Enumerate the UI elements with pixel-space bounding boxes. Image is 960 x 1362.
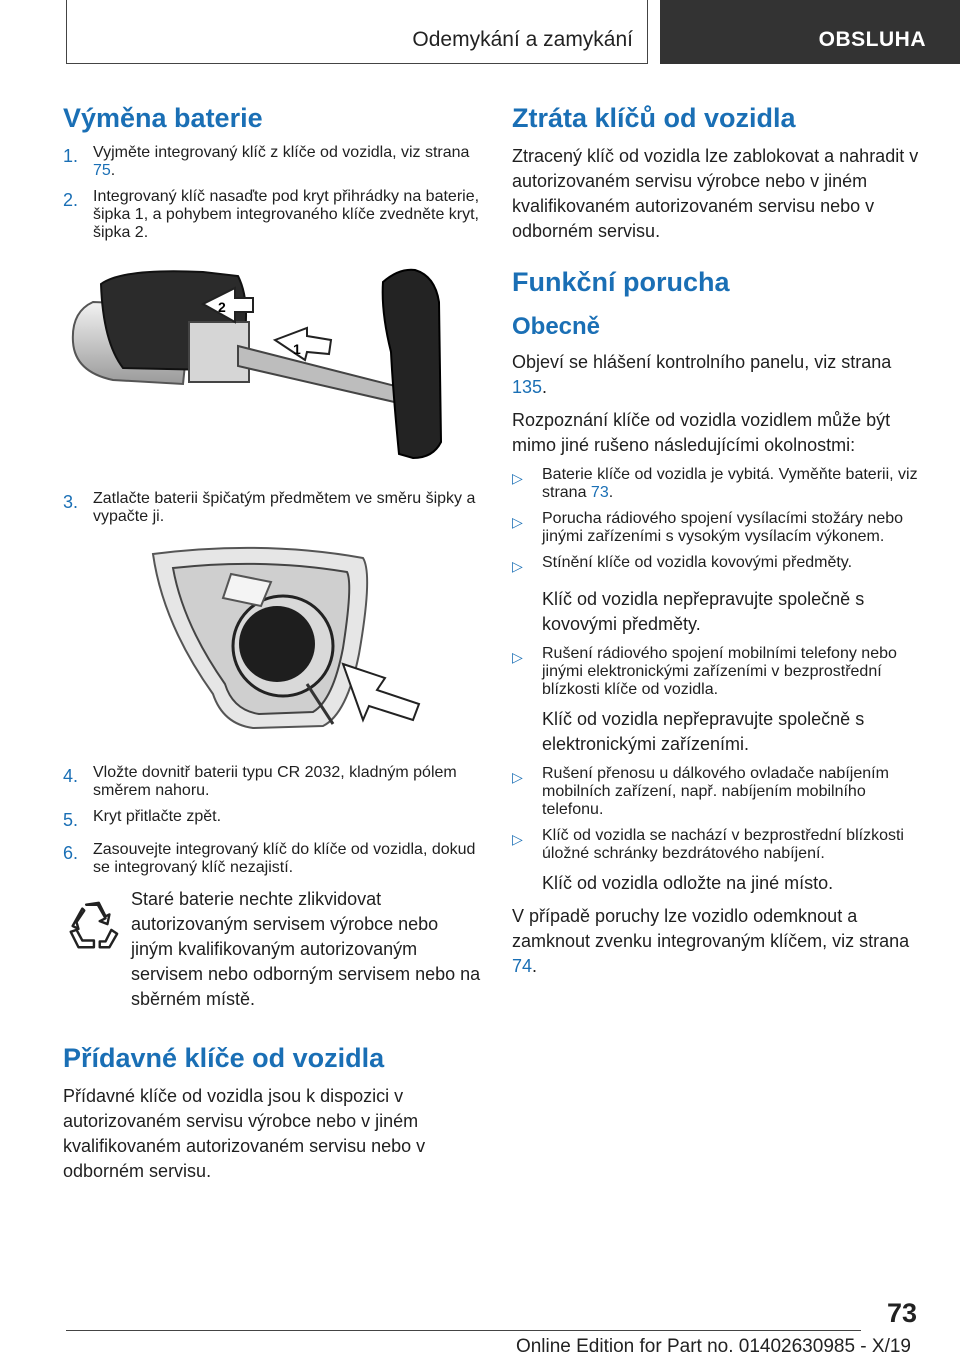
heading-malfunction: Funkční porucha (512, 267, 730, 297)
step-4 (63, 764, 483, 800)
step-6 (63, 841, 483, 877)
footer-edition: Online Edition for Part no. 01402630985 - X/19 (515, 1336, 911, 1357)
step-text (93, 144, 483, 180)
bullet-subtext: Klíč od vozidla nepřepravujte společně s kovovými předměty. (542, 589, 865, 634)
battery-removal-figure (63, 544, 483, 744)
triangle-right-icon: ▷ (512, 558, 523, 574)
step-2 (63, 188, 483, 242)
step-number: 2. (63, 190, 79, 210)
step-number: 6. (63, 843, 79, 863)
environment-note (63, 887, 483, 1012)
text-part: Objeví se hlášení kontrolního panelu, viz strana (512, 352, 892, 372)
text-part: . (542, 377, 548, 397)
step-number: 4. (63, 766, 79, 786)
general-text-2: Rozpoznání klíče od vozidla vozidlem může být mimo jiné rušeno následujícími okolnostmi: (512, 410, 891, 455)
recycling-icon (63, 897, 121, 955)
bullet-text: Porucha rádiového spojení vysílacími stožáry nebo jinými zařízeními s vysokým vysílacím výkonem. (542, 510, 904, 545)
bullet-text: Klíč od vozidla se nachází v bezprostřední blízkosti úložné schránky bezdrátového nabíjení. (542, 827, 904, 862)
bullet-item (512, 827, 930, 863)
general-text-1 (512, 350, 930, 400)
bullet-text: Rušení rádiového spojení mobilními telefony nebo jinými elektronickými zařízeními v bezprostřední blízkosti klíče od vozidla. (542, 645, 897, 698)
text-part: Baterie klíče od vozidla je vybitá. Vyměňte baterii, viz strana (542, 466, 918, 501)
header-chapter-title: OBSLUHA (818, 28, 926, 51)
heading-additional-keys: Přídavné klíče od vozidla (63, 1043, 385, 1073)
header-section-title: Odemykání a zamykání (412, 28, 633, 51)
bullet-item (512, 554, 930, 579)
step-text-part: . (110, 162, 116, 179)
header-section-box (66, 0, 648, 64)
text-part: . (532, 956, 538, 976)
step-5 (63, 808, 483, 833)
page-link-135[interactable]: 135 (512, 377, 543, 397)
step-number: 5. (63, 810, 79, 830)
step-number: 1. (63, 146, 79, 166)
step-text: Vložte dovnitř baterii typu CR 2032, kladným pólem směrem nahoru. (93, 764, 457, 799)
subheading-general: Obecně (512, 313, 601, 340)
step-1 (63, 144, 483, 180)
arrow-label-1: 1 (293, 341, 301, 357)
bullet-item (512, 765, 930, 819)
footer-divider (66, 1330, 861, 1331)
step-text: Kryt přitlačte zpět. (93, 808, 222, 825)
arrow-label-2: 2 (218, 299, 226, 315)
triangle-right-icon: ▷ (512, 470, 523, 486)
malfunction-final-text (512, 904, 930, 979)
lost-key-text: Ztracený klíč od vozidla lze zablokovat a nahradit v autorizovaném servisu výrobce nebo v jiném kvalifikovaném autorizovaném servisu nebo v odborném servisu. (512, 146, 919, 241)
page-number: 73 (886, 1298, 917, 1328)
triangle-right-icon: ▷ (512, 769, 523, 785)
additional-keys-text: Přídavné klíče od vozidla jsou k dispozici v autorizovaném servisu výrobce nebo v jiném kvalifikovaném autorizovaném servisu nebo v odborném servisu. (63, 1086, 426, 1181)
step-text: Integrovaný klíč nasaďte pod kryt přihrádky na baterie, šipka 1, a pohybem integrovaného klíče zvedněte kryt, šipka 2. (93, 188, 480, 241)
page-link-75[interactable]: 75 (93, 162, 111, 179)
bullet-item (512, 510, 930, 546)
step-text: Zatlačte baterii špičatým předmětem ve směru šipky a vypačte ji. (93, 490, 476, 525)
bullet-item (512, 466, 930, 502)
triangle-right-icon: ▷ (512, 831, 523, 847)
step-text-part: Vyjměte integrovaný klíč z klíče od vozidla, viz strana (93, 144, 470, 161)
heading-battery-replacement: Výměna baterie (63, 103, 263, 133)
note-text: Staré baterie nechte zlikvidovat autorizovaným servisem výrobce nebo jiným kvalifikovaným autorizovaným servisem nebo odborným servisem nebo na sběrném místě. (131, 889, 481, 1009)
bullet-item (512, 645, 930, 699)
header-chapter-box (660, 0, 960, 64)
step-number: 3. (63, 492, 79, 512)
bullet-text (542, 466, 930, 502)
bullet-subtext: Klíč od vozidla odložte na jiné místo. (542, 873, 834, 893)
bullet-text: Rušení přenosu u dálkového ovladače nabíjením mobilních zařízení, např. nabíjením mobilního telefonu. (542, 765, 889, 818)
bullet-text: Stínění klíče od vozidla kovovými předměty. (542, 554, 853, 571)
triangle-right-icon: ▷ (512, 514, 523, 530)
key-cover-figure (63, 262, 483, 472)
step-text: Zasouvejte integrovaný klíč do klíče od vozidla, dokud se integrovaný klíč nezajistí. (93, 841, 476, 876)
bullet-subtext: Klíč od vozidla nepřepravujte společně s elektronickými zařízeními. (542, 709, 865, 754)
right-column (512, 100, 930, 979)
triangle-right-icon: ▷ (512, 649, 523, 665)
page-link-74[interactable]: 74 (512, 956, 533, 976)
heading-lost-key: Ztráta klíčů od vozidla (512, 103, 796, 133)
left-column (63, 100, 483, 1184)
text-part: V případě poruchy lze vozidlo odemknout a zamknout zvenku integrovaným klíčem, viz strana (512, 906, 910, 951)
step-3 (63, 490, 483, 526)
text-part: . (608, 484, 614, 501)
page-link-73[interactable]: 73 (590, 484, 609, 501)
